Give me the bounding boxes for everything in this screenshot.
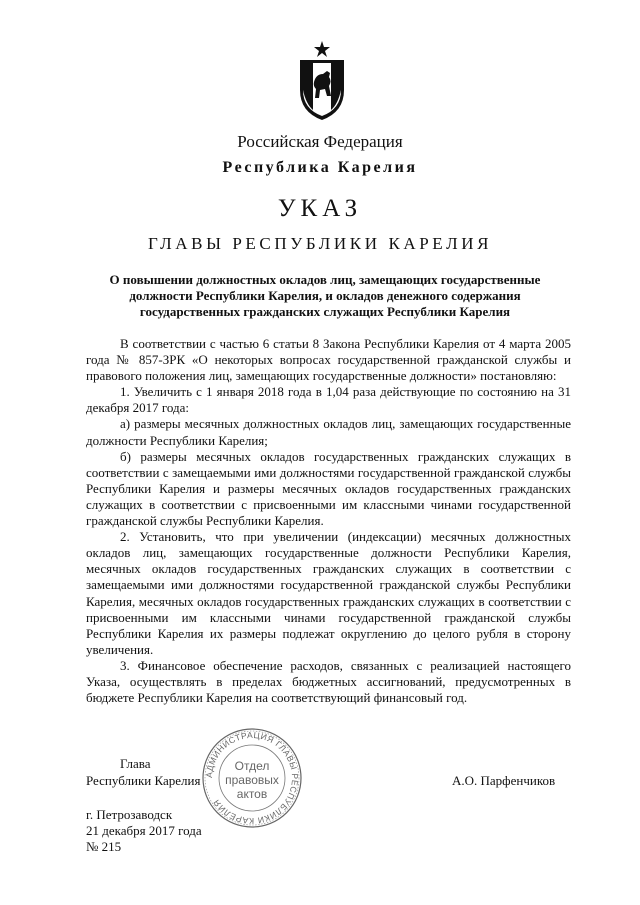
subject-line: государственных гражданских служащих Республики Карелия: [139, 304, 511, 319]
decree-number: № 215: [86, 839, 122, 854]
issuer-title: ГЛАВЫ РЕСПУБЛИКИ КАРЕЛИЯ: [147, 234, 493, 253]
issue-city: г. Петрозаводск: [86, 807, 173, 822]
item-1a-paragraph: а) размеры месячных должностных окладов лиц, замещающих государственные должности Республики Карелия;: [86, 416, 571, 448]
item-3-paragraph: 3. Финансовое обеспечение расходов, связанных с реализацией настоящего Указа, осуществлять в пределах бюджетных ассигнований, предусмотренных в бюджете Республики Карелия на соответствующий финансовый год.: [86, 657, 571, 706]
issue-details: [86, 807, 202, 855]
stamp-line: правовых: [225, 773, 279, 787]
signature-org: Республики Карелия: [86, 773, 201, 788]
signature-title: Глава: [120, 756, 151, 771]
item-1b-paragraph: б) размеры месячных окладов государственных гражданских служащих в соответствии с замещаемыми ими должностями государственной гражданской службы Республики Карелия и размеры месячных окладов государственных гражданских служащих в соответствии с присвоенными им классными чинами государственной гражданской службы Республики Карелия.: [86, 448, 571, 529]
item-1-paragraph: 1. Увеличить с 1 января 2018 года в 1,04 раза действующие по состоянию на 31 декабря 2017 года:: [86, 384, 571, 416]
decree-subject: [80, 272, 570, 320]
subject-line: О повышении должностных окладов лиц, замещающих государственные: [109, 272, 541, 287]
subject-line: должности Республики Карелия, и окладов денежного содержания: [129, 288, 521, 303]
stamp-line: актов: [236, 787, 268, 801]
stamp-line: Отдел: [234, 759, 270, 773]
federation-title: Российская Федерация: [237, 132, 403, 151]
signatory-name: А.О. Парфенчиков: [452, 773, 556, 788]
republic-title: Республика Карелия: [222, 159, 418, 176]
preamble-paragraph: В соответствии с частью 6 статьи 8 Закона Республики Карелия от 4 марта 2005 года № 857-ЗРК «О некоторых вопросах государственной гражданской службы и правового положения лиц, замещающих государственные должности» постановляю:: [86, 336, 571, 384]
stamp-seal: [200, 726, 304, 830]
document-type: УКАЗ: [277, 195, 363, 222]
karelia-coat-of-arms-icon: [296, 40, 348, 122]
item-2-paragraph: 2. Установить, что при увеличении (индексации) месячных должностных окладов лиц, замещающих государственные должности Республики Карелия, месячных окладов государственных гражданских служащих в соответствии с замещаемыми ими должностями государственной гражданской службы Республики Карелия, месячных окладов государственных гражданских служащих в соответствии с присвоенными им классными чинами государственной гражданской службы Республики Карелия их размеры подлежат округлению до целого рубля в сторону увеличения.: [86, 529, 571, 657]
issue-date: 21 декабря 2017 года: [86, 823, 202, 838]
decree-body: [86, 336, 571, 706]
stamp-ring-text: АДМИНИСТРАЦИЯ ГЛАВЫ РЕСПУБЛИКИ КАРЕЛИЯ: [203, 729, 301, 827]
